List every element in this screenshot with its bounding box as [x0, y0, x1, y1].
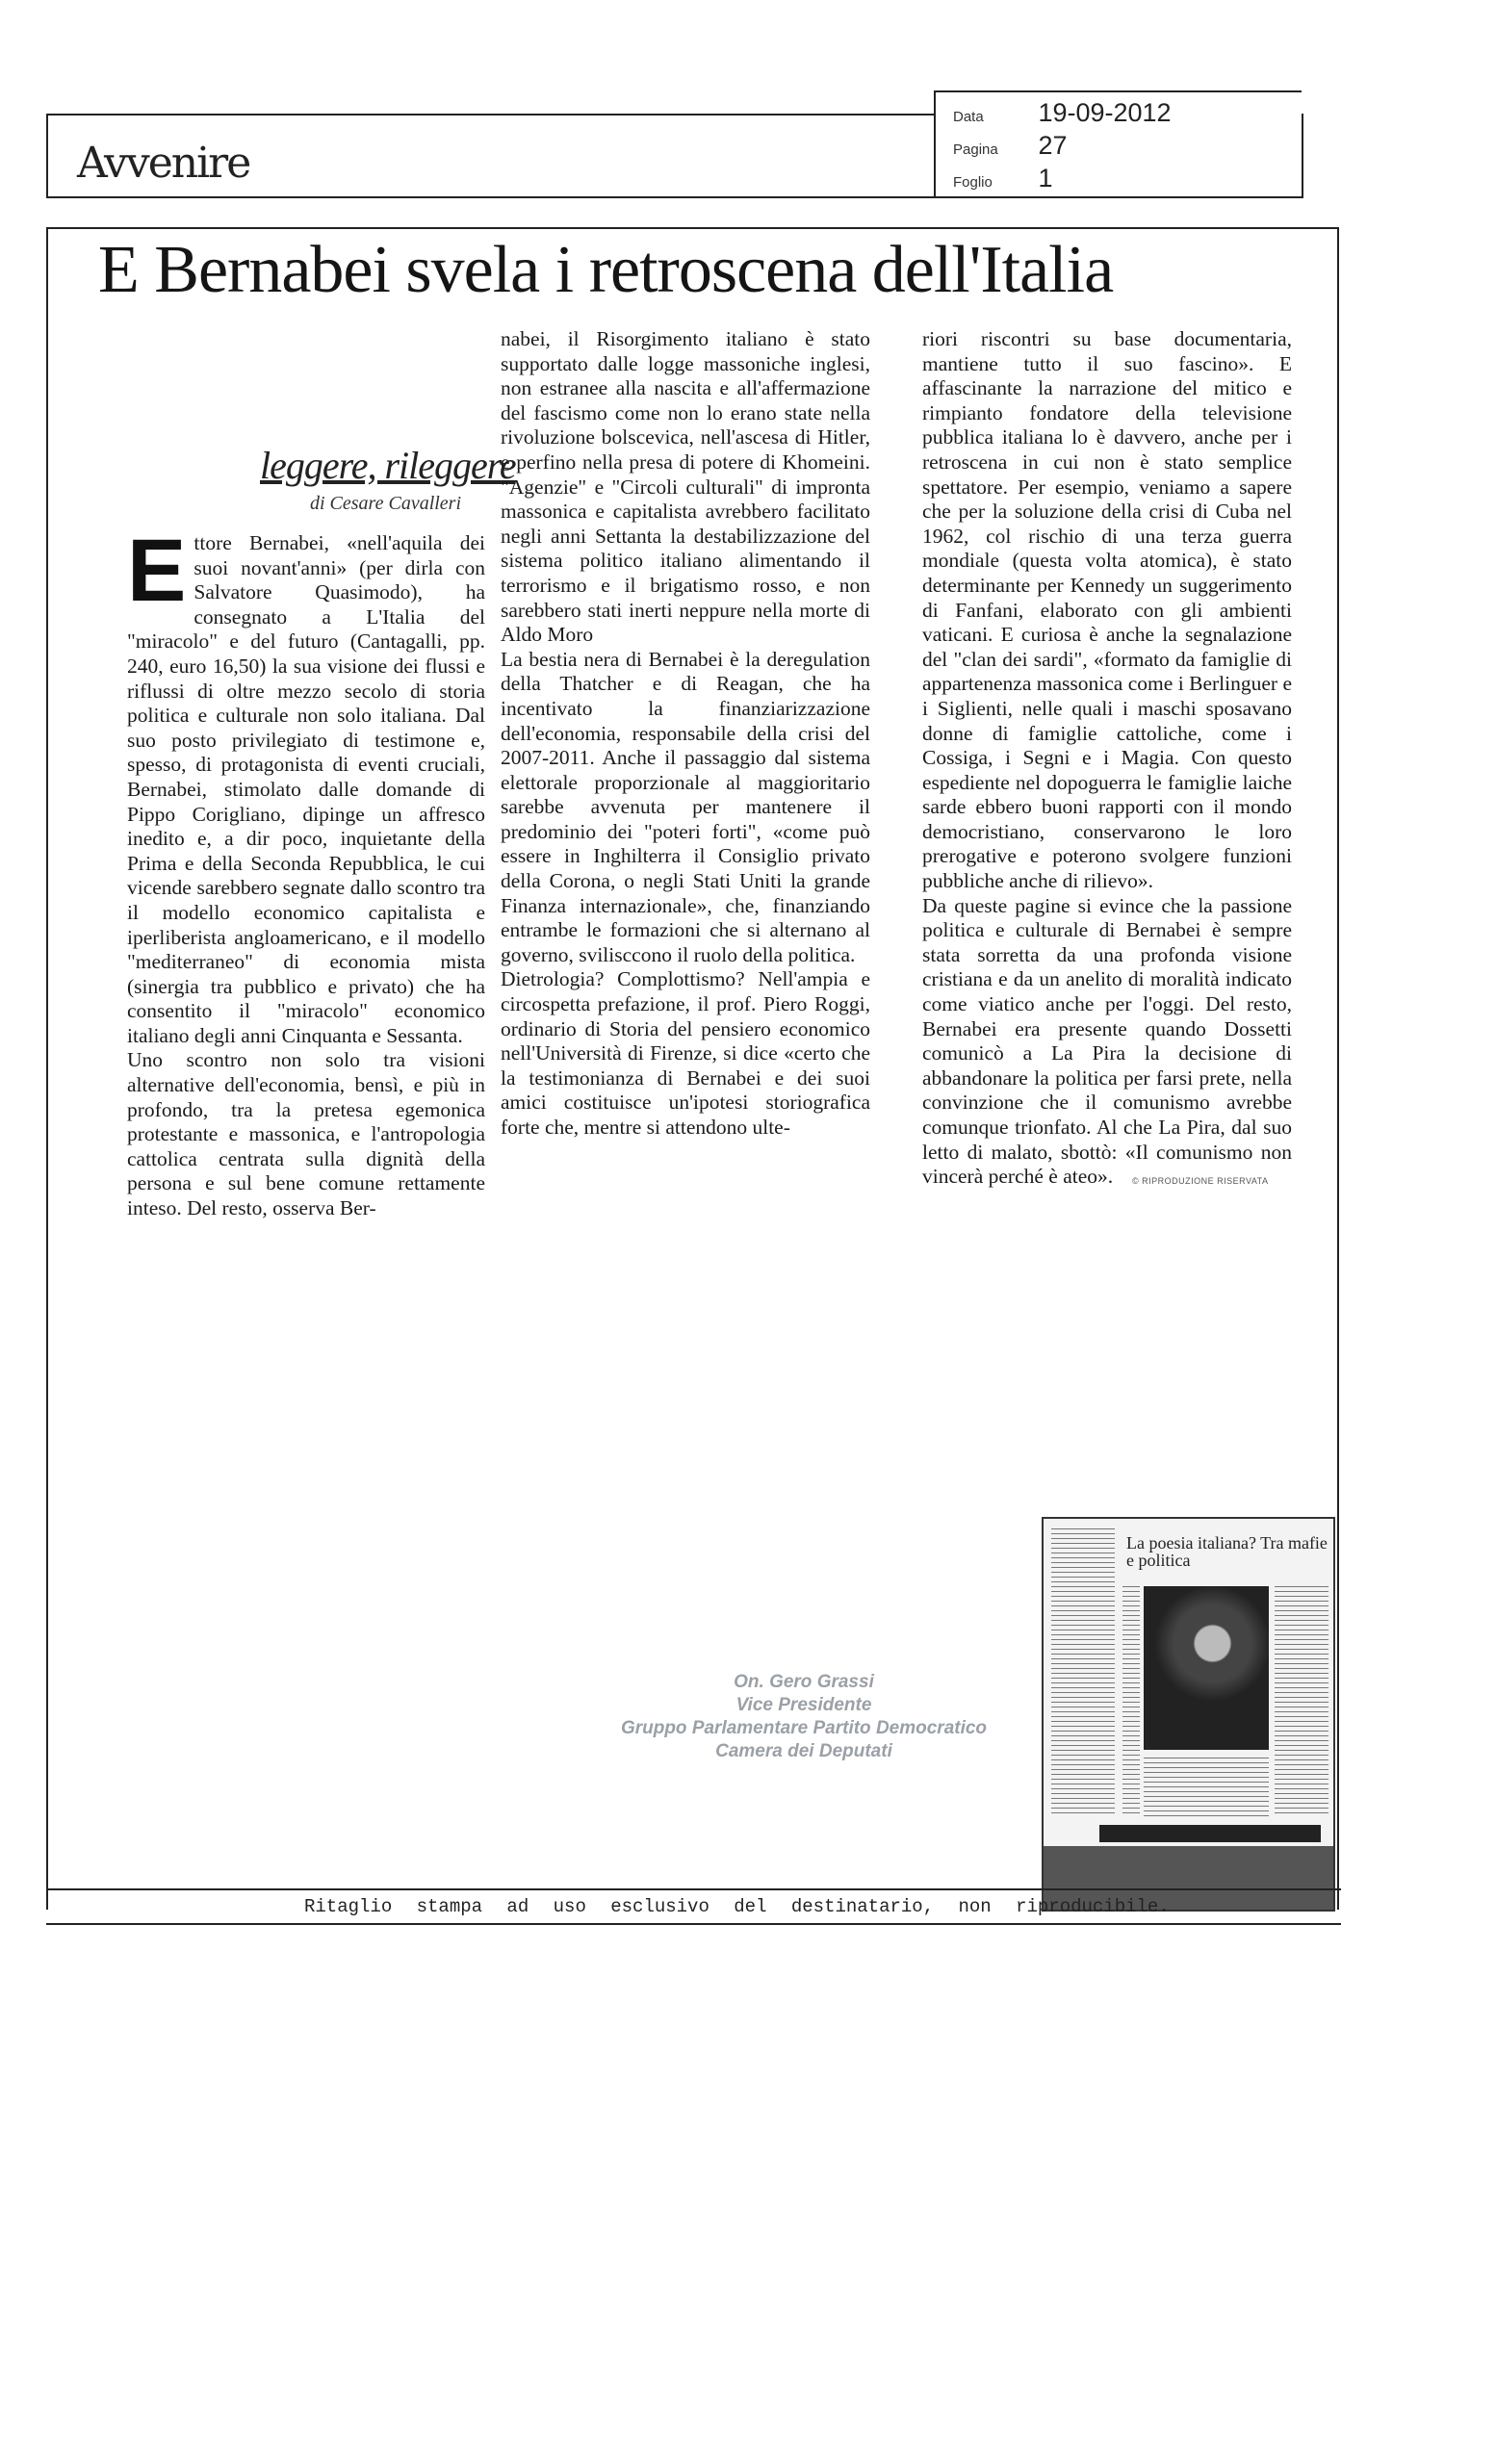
article-column-2 — [501, 327, 870, 1141]
thumbnail-text-column — [1144, 1758, 1269, 1817]
page-value: 27 — [1038, 131, 1068, 160]
paragraph: La bestia nera di Bernabei è la deregulation della Thatcher e di Reagan, che ha incentivato la finanziarizzazione dell'economia, responsabile della crisi del 2007-2011. Anche il passaggio dal sistema elettorale proporzionale al maggioritario sarebbe avvenuta per mantenere il predominio dei "poteri forti", «come può essere in Inghilterra il Consiglio privato della Corona, o negli Stati Uniti la grande Finanza internazionale», che, finanziando entrambe le formazioni che si alternano al governo, svilisccono il ruolo della politica. — [501, 647, 870, 966]
stamp-line: Gruppo Parlamentare Partito Democratico — [620, 1718, 988, 1738]
stamp-line: Vice Presidente — [735, 1695, 872, 1715]
author-byline: di Cesare Cavalleri — [310, 493, 462, 514]
date-value: 19-09-2012 — [1038, 98, 1172, 127]
footer-disclaimer: Ritaglio stampa ad uso esclusivo del destinatario, non riproducibile. — [304, 1896, 1170, 1917]
page-thumbnail — [1042, 1517, 1335, 1912]
masthead-logo: Avvenire — [77, 139, 250, 188]
header-box — [46, 98, 1303, 198]
sheet-label: Foglio — [953, 174, 993, 191]
thumbnail-photo — [1144, 1586, 1269, 1750]
date-label: Data — [953, 109, 984, 125]
stamp-line: On. Gero Grassi — [734, 1672, 874, 1692]
article-headline: E Bernabei svela i retroscena dell'Italia — [98, 233, 1114, 307]
paragraph — [127, 522, 485, 1048]
thumbnail-text-column — [1051, 1528, 1115, 1817]
signature-stamp — [597, 1671, 1011, 1763]
date-row — [953, 98, 1172, 128]
dropcap: E — [127, 522, 187, 620]
page-row — [953, 131, 1068, 161]
paragraph-text: ttore Bernabei, «nell'aquila dei suoi novant'anni» (per dirla con Salvatore Quasimodo), ha consegnato a L'Italia del "miracolo" e del futuro (Cantagalli, pp. 240, euro 16,50) la sua visione dei flussi e riflussi di oltre mezzo secolo di storia politica e culturale non solo italiana. Dal suo posto privilegiato di testimone e, spesso, di protagonista di eventi cruciali, Bernabei, stimolato dalle domande di Pippo Corigliano, dipinge un affresco inedito e, a dir poco, inquietante della Prima e della Seconda Repubblica, le cui vicende sarebbero segnate dallo scontro tra il modello economico capitalista e iperliberista angloamericano, e il modello "mediterraneo" di economia mista (sinergia tra pubblico e privato) che ha consentito il "miracolo" economico italiano degli anni Cinquanta e Sessanta. — [127, 531, 485, 1047]
sheet-row — [953, 164, 1052, 193]
stamp-line: Camera dei Deputati — [715, 1741, 892, 1761]
article-column-1 — [127, 522, 485, 1221]
paragraph: Da queste pagine si evince che la passione politica e culturale di Bernabei è sempre stata sorretta da una profonda visione cristiana e da un anelito di moralità indicato come viatico anche per l'oggi. Del resto, Bernabei era presente quando Dossetti comunicò a La Pira la decisione di abbandonare la politica per farsi prete, nella convinzione che il comunismo avrebbe comunque trionfato. Al che La Pira, dal suo letto di malato, sbottò: «Il comunismo non vincerà perché è ateo». — [922, 893, 1292, 1189]
thumbnail-headline-bar — [1099, 1825, 1321, 1842]
footer-bar — [46, 1888, 1341, 1925]
page-label: Pagina — [953, 141, 998, 158]
article-column-3 — [922, 327, 1292, 1190]
paragraph: nabei, il Risorgimento italiano è stato supportato dalle logge massoniche inglesi, non estranee alla nascita e all'affermazione del fascismo come non lo erano state nella rivoluzione bolscevica, nell'ascesa di Hitler, e perfino nella presa di potere di Khomeini. "Agenzie" e "Circoli culturali" di impronta massonica e capitalista avrebbero facilitato negli anni Settanta la destabilizzazione del sistema politico italiano alimentando il terrorismo e il brigatismo rosso, e non sarebbero stati inerti neppure nella morte di Aldo Moro — [501, 327, 870, 647]
copyright-notice: © RIPRODUZIONE RISERVATA — [1132, 1176, 1269, 1186]
paragraph: Uno scontro non solo tra visioni alternative dell'economia, bensì, e più in profondo, tra la pretesa egemonica protestante e massonica, e l'antropologia cattolica centrata sulla dignità della persona e sul bene comune rettamente inteso. Del resto, osserva Ber- — [127, 1048, 485, 1220]
rubric-title: leggere, rileggere — [260, 444, 516, 487]
thumbnail-text-column — [1275, 1586, 1328, 1817]
thumbnail-text-column — [1122, 1586, 1140, 1817]
metadata-box — [934, 90, 1302, 198]
thumbnail-title: La poesia italiana? Tra mafie e politica — [1126, 1533, 1328, 1570]
sheet-value: 1 — [1038, 164, 1053, 192]
paragraph: riori riscontri su base documentaria, mantiene tutto il suo fascino». E affascinante la narrazione del mitico e rimpianto fondatore della televisione pubblica italiana lo è davvero, anche per i retroscena in cui non è stato semplice spettatore. Per esempio, veniamo a sapere che per la soluzione della crisi di Cuba nel 1962, col rischio di una terza guerra mondiale (questa volta atomica), è stato determinante per Kennedy un suggerimento di Fanfani, elaborato con gli ambienti vaticani. E curiosa è anche la segnalazione del "clan dei sardi", «formato da famiglie di appartenenza massonica come i Berlinguer e i Siglienti, nelle quali i maschi sposavano donne di famiglie cattoliche, come i Cossiga, i Segni e i Magia. Con questo espediente nel dopoguerra le famiglie laiche sarde ebbero buoni rapporti con il mondo democristiano, conservarono le loro prerogative e poterono svolgere funzioni pubbliche anche di rilievo». — [922, 327, 1292, 893]
paragraph: Dietrologia? Complottismo? Nell'ampia e circospetta prefazione, il prof. Piero Roggi, ordinario di Storia del pensiero economico nell'Università di Firenze, si dice «certo che la testimonianza di Bernabei e dei suoi amici costituisce un'ipotesi storiografica forte che, mentre si attendono ulte- — [501, 967, 870, 1139]
